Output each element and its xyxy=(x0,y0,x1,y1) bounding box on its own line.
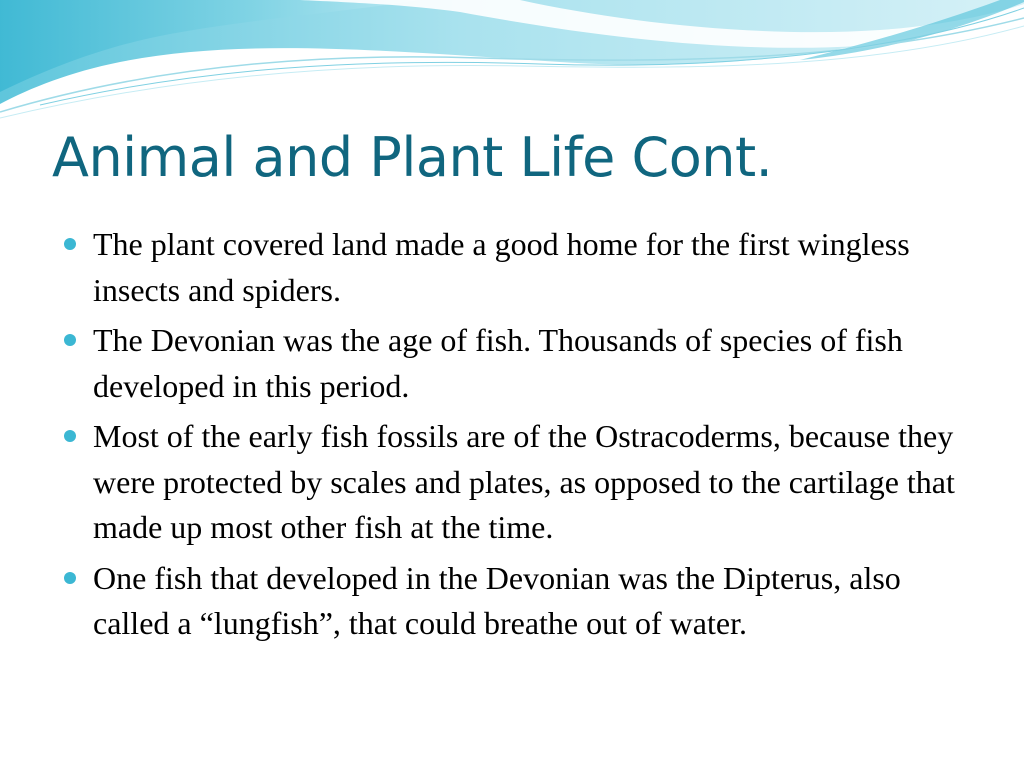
bullet-item xyxy=(60,556,970,647)
bullet-list xyxy=(60,222,970,652)
bullet-text: The Devonian was the age of fish. Thousands of species of fish developed in this period. xyxy=(93,322,903,404)
bullet-text: Most of the early fish fossils are of the Ostracoderms, because they were protected by scales and plates, as opposed to the cartilage that made up most other fish at the time. xyxy=(93,418,955,545)
header-wave-decoration xyxy=(0,0,1024,130)
bullet-dot-icon xyxy=(64,430,76,442)
bullet-item xyxy=(60,222,970,313)
bullet-dot-icon xyxy=(64,238,76,250)
bullet-dot-icon xyxy=(64,334,76,346)
bullet-item xyxy=(60,414,970,551)
bullet-text: The plant covered land made a good home for the first wingless insects and spiders. xyxy=(93,226,910,308)
bullet-item xyxy=(60,318,970,409)
bullet-dot-icon xyxy=(64,572,76,584)
slide-title: Animal and Plant Life Cont. xyxy=(52,126,773,189)
bullet-text: One fish that developed in the Devonian was the Dipterus, also called a “lungfish”, that could breathe out of water. xyxy=(93,559,901,641)
